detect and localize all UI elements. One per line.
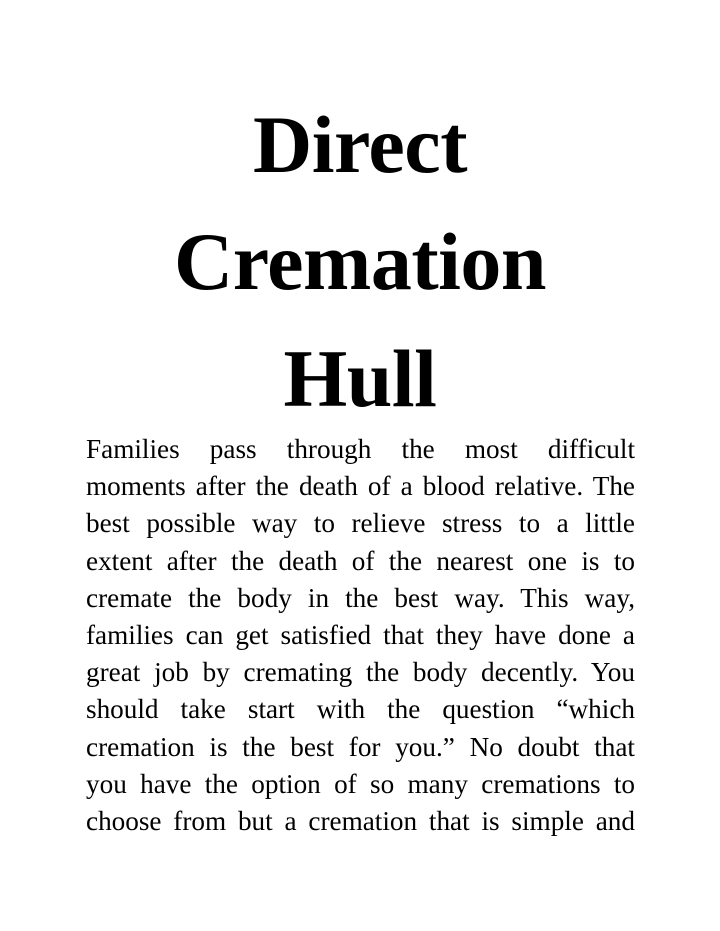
title-line: Cremation [173,216,547,307]
paragraph-line: should take start with the question “which [86,694,635,725]
paragraph-line: extent after the death of the nearest one is to [86,545,635,576]
paragraph-line: families can get satisfied that they have done a [86,619,635,650]
title-line: Hull [283,333,437,424]
paragraph-line: cremation is the best for you.” No doubt that [86,731,635,762]
title-line: Direct [252,99,467,190]
paragraph-line: choose from but a cremation that is simple and [86,805,635,836]
page-title [0,86,720,437]
paragraph-line: Families pass through the most difficult [86,434,635,464]
paragraph-line: cremate the body in the best way. This way, [86,582,635,613]
paragraph-line: best possible way to relieve stress to a little [86,508,635,539]
paragraph-line: moments after the death of a blood relative. The [86,471,635,502]
paragraph-line: you have the option of so many cremations to [86,768,635,799]
paragraph-line: great job by cremating the body decently. You [86,657,635,688]
body-paragraph [86,431,635,840]
